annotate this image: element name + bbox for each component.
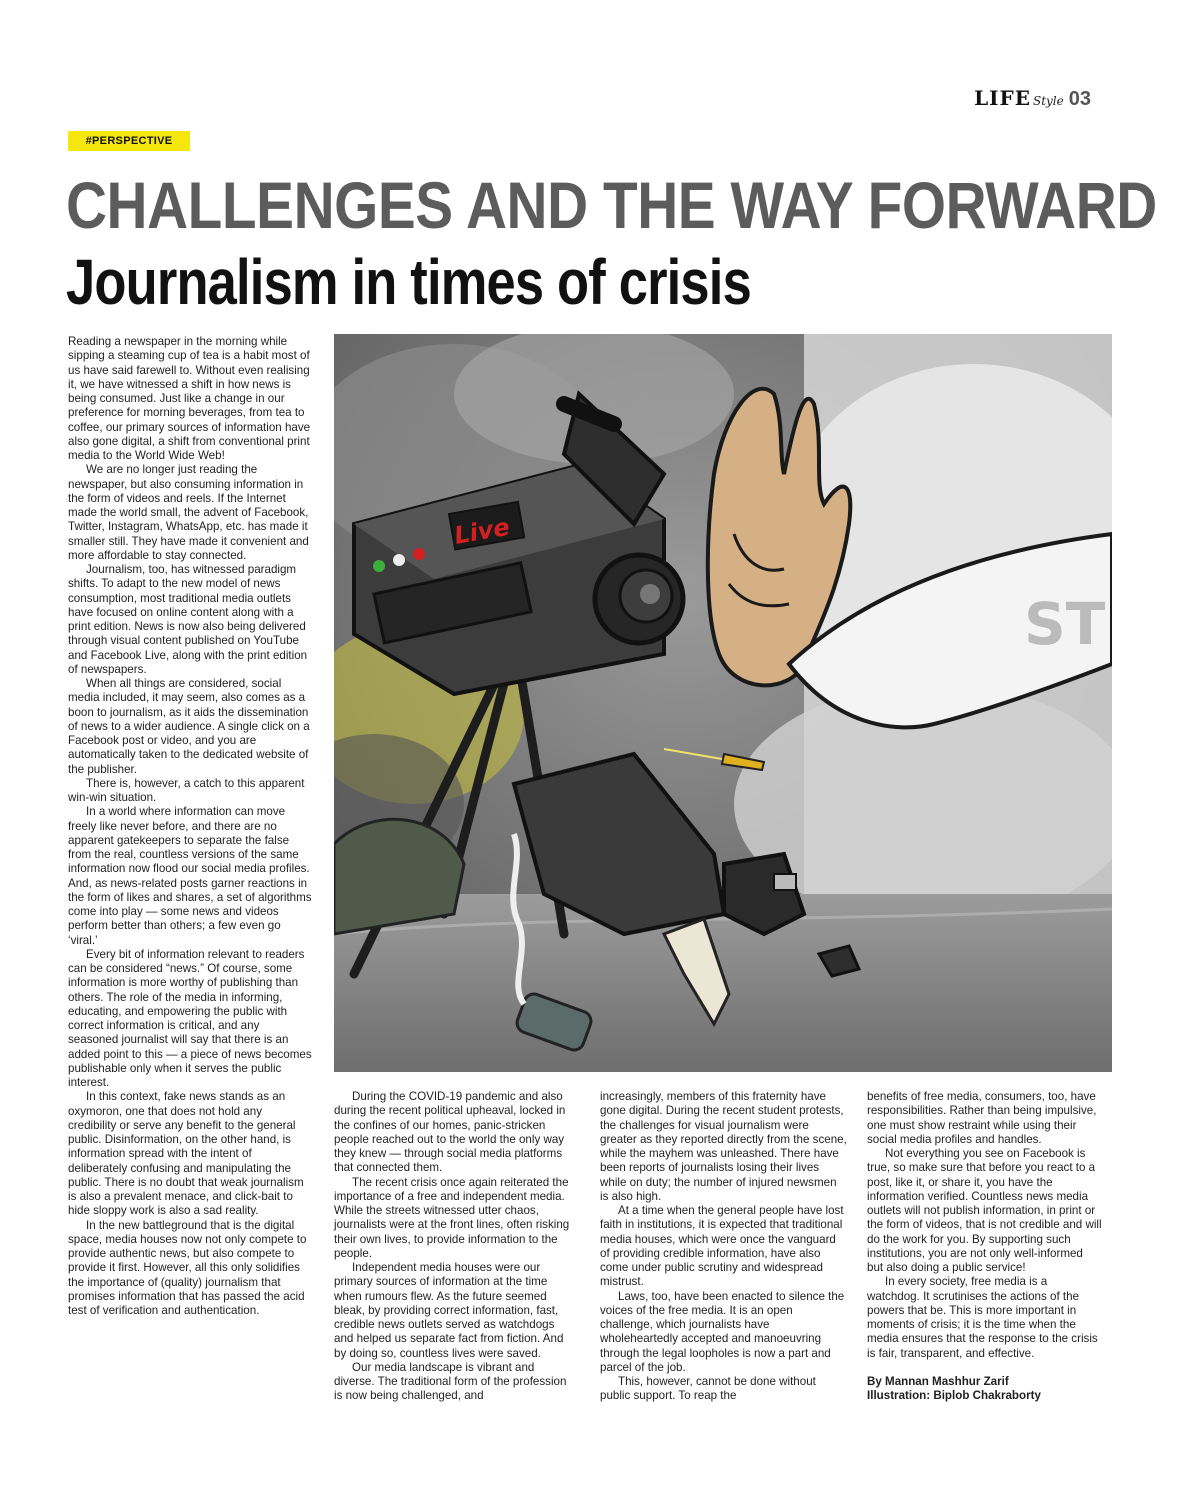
white-light	[393, 554, 405, 566]
paragraph: At a time when the general people have lost faith in institutions, it is expected that traditional media houses, which were once the vanguard of providing credible information, have also come under public scrutiny and widespread mistrust.	[600, 1204, 844, 1289]
paragraph: In every society, free media is a watchdog. It scrutinises the actions of the powers that be. This is more important in moments of crisis; it is the time when the media ensures that the response to the crisis is fair, transparent, and effective.	[867, 1275, 1098, 1360]
article-column-4	[867, 1090, 1102, 1404]
paragraph: In a world where information can move freely like never before, and there are no apparent gatekeepers to separate the false from the real, countless versions of the same information now flood our social media profiles. And, as news-related posts garner reactions in the form of likes and shares, a set of algorithms come into play — some news and videos perform better than others; a few even go ‘viral.’	[68, 805, 312, 947]
paragraph: There is, however, a catch to this apparent win-win situation.	[68, 776, 305, 804]
masthead	[974, 86, 1091, 111]
paragraph: Not everything you see on Facebook is true, so make sure that before you react to a post, like it, or share it, you have the information verified. Countless news media outlets will not publish information, in print or the form of videos, that is not credible and will do the work for you. By supporting such institutions, you are not only well-informed but also doing a public service!	[867, 1147, 1102, 1274]
byline	[867, 1375, 1102, 1404]
green-light	[373, 560, 385, 572]
paragraph: Every bit of information relevant to readers can be considered “news.” Of course, some information is more worthy of publishing than others. The role of the media in informing, educating, and empowering the public with correct information is critical, and any seasoned journalist will say that there is an added point to this — a piece of news becomes publishable only when it serves the public interest.	[68, 947, 312, 1089]
red-light	[413, 548, 425, 560]
article-column-1	[68, 335, 312, 1318]
headline: CHALLENGES AND THE WAY FORWARD	[66, 168, 1157, 242]
page-number: 03	[1068, 88, 1091, 110]
sleeve-text: ST	[1024, 590, 1106, 658]
paragraph: In this context, fake news stands as an oxymoron, one that does not hold any credibility or serve any benefit to the general public. Disinformation, on the other hand, is information spread with the intent of deliberately confusing and manipulating the public. There is no doubt that weak journalism is also a prevalent menace, and click-bait to hide sloppy work is also a sad reality.	[68, 1090, 304, 1218]
paragraph: Independent media houses were our primary sources of information at the time when rumours flew. As the future seemed bleak, by providing correct information, fast, credible news outlets served as watchdogs and helped us separate fact from fiction. And by doing so, countless lives were saved.	[334, 1261, 564, 1360]
paragraph: In the new battleground that is the digital space, media houses now not only compete to provide authentic news, but also compete to provide it first. However, all this only solidifies the importance of (quality) journalism that promises information that has passed the acid test of verification and authentication.	[68, 1218, 307, 1317]
perspective-tag: #PERSPECTIVE	[68, 131, 190, 151]
green-debris	[334, 819, 464, 934]
paragraph: Laws, too, have been enacted to silence the voices of the free media. It is an open challenge, which journalists have wholeheartedly accepted and manoeuvring through the legal loopholes is now a part and parcel of the job.	[600, 1289, 845, 1374]
author-credit: By Mannan Mashhur Zarif	[867, 1374, 1009, 1388]
illustration	[334, 334, 1112, 1072]
paragraph: increasingly, members of this fraternity have gone digital. During the recent student protests, the challenges for visual journalism were greater as they reported directly from the scene, while the mayhem was unleashed. There have been reports of journalists losing their lives while on duty; the number of injured newsmen is also high.	[600, 1090, 847, 1203]
paragraph: We are no longer just reading the newspaper, but also consuming information in the form of videos and reels. If the Internet made the world small, the advent of Facebook, Twitter, Instagram, WhatsApp, etc. has made it smaller still. They have made it convenient and more affordable to stay connected.	[68, 463, 309, 562]
paragraph: Our media landscape is vibrant and diverse. The traditional form of the profession is now being challenged, and	[334, 1360, 567, 1403]
paragraph: Journalism, too, has witnessed paradigm shifts. To adapt to the new model of news consumption, most traditional media outlets have focused on online content along with a print edition. News is now also being delivered through visual content published on YouTube and Facebook Live, along with the print edition of newspapers.	[68, 563, 308, 676]
masthead-style: Style	[1032, 94, 1064, 108]
paragraph: This, however, cannot be done without public support. To reap the	[600, 1375, 816, 1403]
subheadline: Journalism in times of crisis	[66, 246, 751, 318]
article-column-3	[600, 1090, 848, 1404]
paragraph: During the COVID-19 pandemic and also during the recent political upheaval, locked in the confines of our homes, panic-stricken people reached out to the world the only way they knew — through social media platforms that connected them.	[334, 1090, 566, 1175]
paragraph: When all things are considered, social media included, it may seem, also comes as a boon to journalism, as it aids the dissemination of news to a wider audience. A single click on a Facebook post or video, and you are automatically taken to the dedicated website of the publisher.	[68, 677, 310, 776]
illustration-credit: Illustration: Biplob Chakraborty	[867, 1389, 1041, 1403]
masthead-logo: LIFE	[974, 86, 1031, 110]
live-label: Live	[452, 512, 512, 550]
paragraph: benefits of free media, consumers, too, have responsibilities. Rather than being impulsive, one must show restraint while using their social media profiles and handles.	[867, 1090, 1097, 1146]
paragraph: The recent crisis once again reiterated the importance of a free and independent media. While the streets witnessed utter chaos, journalists were at the front lines, often risking their own lives, to provide information to the people.	[334, 1175, 570, 1260]
paragraph: Reading a newspaper in the morning while sipping a steaming cup of tea is a habit most of us have said farewell to. Without even realising it, we have witnessed a shift in how news is being consumed. Just like a change in our preference for morning beverages, from tea to coffee, our primary sources of information have also gone digital, a shift from conventional print media to the World Wide Web!	[68, 335, 311, 462]
article-column-2	[334, 1090, 574, 1404]
